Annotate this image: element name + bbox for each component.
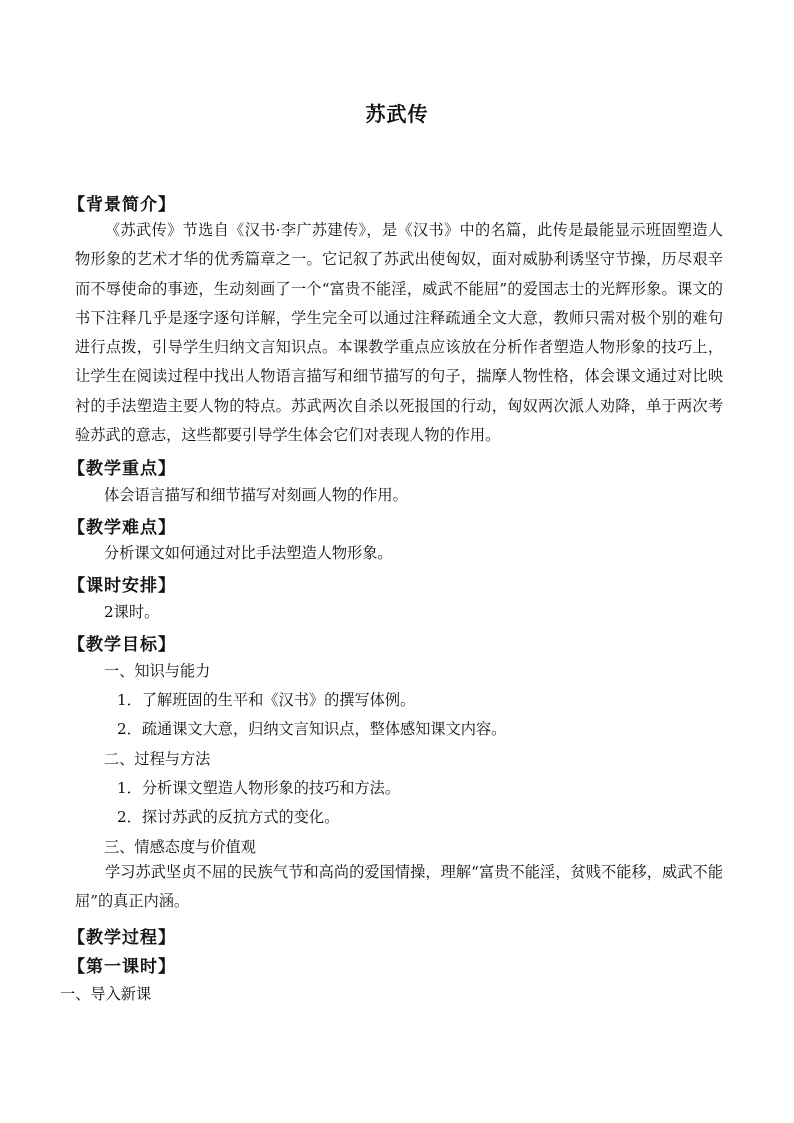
objective-process-item: 2．探讨苏武的反抗方式的变化。	[117, 808, 340, 826]
heading-background: 【背景简介】	[68, 195, 176, 215]
heading-teaching-process: 【教学过程】	[68, 928, 176, 948]
objective-knowledge-title: 一、知识与能力	[104, 662, 211, 680]
heading-objectives: 【教学目标】	[68, 635, 176, 655]
objective-process-title: 二、过程与方法	[104, 750, 211, 768]
schedule-text: 2课时。	[104, 603, 160, 621]
difficulties-text: 分析课文如何通过对比手法塑造人物形象。	[104, 544, 393, 562]
document-title: 苏武传	[365, 102, 429, 126]
objective-process-item: 1．分析课文塑造人物形象的技巧和方法。	[117, 779, 401, 797]
objective-knowledge-item: 2．疏通课文大意，归纳文言知识点，整体感知课文内容。	[117, 720, 507, 738]
objective-emotion-title: 三、情感态度与价值观	[104, 838, 256, 856]
heading-key-points: 【教学重点】	[68, 459, 176, 479]
heading-schedule: 【课时安排】	[68, 576, 176, 596]
heading-first-lesson: 【第一课时】	[68, 957, 176, 977]
first-lesson-item: 一、导入新课	[60, 985, 152, 1003]
key-points-text: 体会语言描写和细节描写对刻画人物的作用。	[104, 486, 408, 504]
objective-emotion-text: 学习苏武坚贞不屈的民族气节和高尚的爱国情操，理解“富贵不能淫，贫贱不能移，威武不能屈”的真正内涵。	[75, 863, 723, 911]
objective-knowledge-item: 1．了解班固的生平和《汉书》的撰写体例。	[117, 691, 416, 709]
background-paragraph: 《苏武传》节选自《汉书·李广苏建传》，是《汉书》中的名篇，此传是最能显示班固塑造人物形象的艺术才华的优秀篇章之一。它记叙了苏武出使匈奴，面对威胁利诱坚守节操，历尽艰辛而不辱使命的事迹，生动刻画了一个“富贵不能淫，威武不能屈”的爱国志士的光辉形象。课文的书下注释几乎是逐字逐句详解，学生完全可以通过注释疏通全文大意，教师只需对极个别的难句进行点拨，引导学生归纳文言知识点。本课教学重点应该放在分析作者塑造人物形象的技巧上，让学生在阅读过程中找出人物语言描写和细节描写的句子，揣摩人物性格，体会课文通过对比映衬的手法塑造主要人物的特点。苏武两次自杀以死报国的行动，匈奴两次派人劝降，单于两次考验苏武的意志，这些都要引导学生体会它们对表现人物的作用。	[75, 221, 723, 445]
heading-difficulties: 【教学难点】	[68, 518, 176, 538]
